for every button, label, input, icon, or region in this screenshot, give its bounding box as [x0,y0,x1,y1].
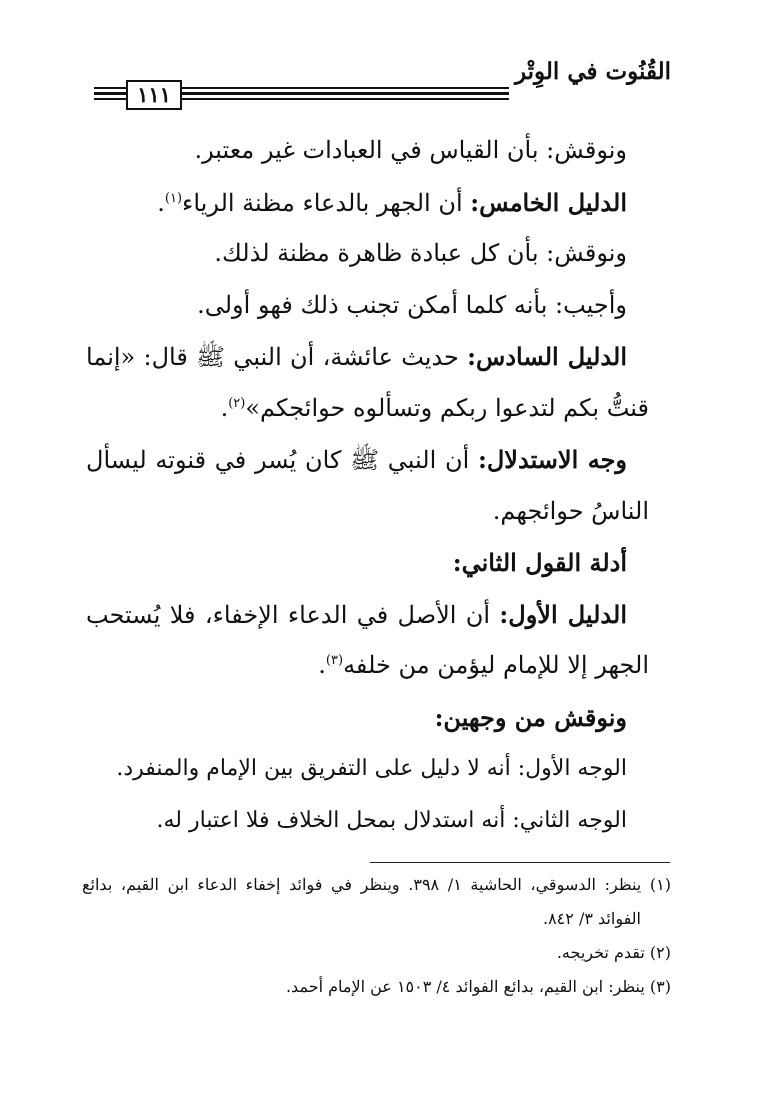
footnote-marker: (٣) [325,653,344,668]
section-heading: ونوقش من وجهين: [434,702,627,732]
text-line [86,537,649,589]
footnote-line: (٢) تقدم تخريجه. [556,943,671,962]
line-text: الوجه الأول: أنه لا دليل على التفريق بين الإمام والمنفرد. [116,756,627,781]
footnote-line: الفوائد ٣/ ٨٤٢. [542,909,641,928]
line-text: أن الجهر بالدعاء مظنة الرياء [182,188,471,217]
line-text: أن الأصل في الدعاء الإخفاء، فلا يُستحب [86,600,500,629]
text-line [86,125,649,177]
footnote-marker: (١) [164,190,183,206]
line-text: . [220,393,229,422]
text-line [86,743,649,795]
line-text: ونوقش: بأن القياس في العبادات غير معتبر. [194,136,627,164]
text-line [86,228,649,280]
line-text: حديث عائشة، أن النبي ﷺ قال: «إنما [86,343,468,371]
line-text: وأجيب: بأنه كلما أمكن تجنب ذلك فهو أولى. [197,290,627,319]
text-line [86,331,649,383]
evidence-heading: الدليل الخامس: [470,187,627,217]
text-line [86,486,649,538]
text-line [86,280,649,332]
footnote-line: (١) ينظر: الدسوقي، الحاشية ١/ ٣٩٨. وينظر في فوائد إخفاء الدعاء ابن القيم، بدائع [82,875,671,894]
footnote-line: (٣) ينظر: ابن القيم، بدائع الفوائد ٤/ ١٥٠٣ عن الإمام أحمد. [285,977,671,996]
text-line [86,640,649,692]
footnote-marker: (٢) [228,395,246,411]
line-text: الجهر إلا للإمام ليؤمن من خلفه [343,651,649,679]
text-line [86,589,649,641]
text-line [86,383,649,435]
line-text: الوجه الثاني: أنه استدلال بمحل الخلاف فلا اعتبار له. [156,807,627,833]
evidence-heading: وجه الاستدلال: [477,445,628,474]
page-number: ١١١ [126,80,182,110]
evidence-heading: الدليل السادس: [467,342,628,371]
line-text: . [318,651,326,679]
running-title: القُنُوت في الوِتْر [514,58,671,85]
line-text: أن النبي ﷺ كان يُسر في قنوته ليسأل [86,446,478,474]
footnotes [82,868,671,1004]
text-line [86,177,649,229]
footnote-divider [370,862,670,863]
text-line [86,434,649,486]
line-text: . [157,188,165,217]
line-text: قنتُّ بكم لتدعوا ربكم وتسألوه حوائجكم» [245,393,649,422]
line-text: ونوقش: بأن كل عبادة ظاهرة مظنة لذلك. [214,239,627,267]
evidence-heading: الدليل الأول: [499,599,628,629]
page-header [94,52,671,112]
text-line [86,692,649,744]
text-line [86,795,649,847]
main-text [86,125,649,846]
line-text: الناسُ حوائجهم. [492,496,649,525]
section-heading: أدلة القول الثاني: [452,548,627,577]
